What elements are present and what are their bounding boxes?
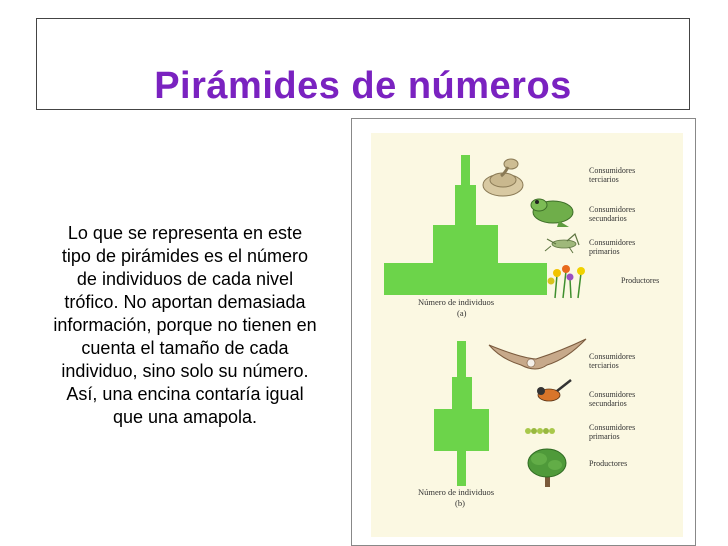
- body-line: individuo, sino solo su número.: [61, 361, 309, 381]
- body-line: Así, una encina contaría igual: [66, 384, 304, 404]
- pyramid-figure: [371, 133, 683, 537]
- slide-title: Pirámides de números: [154, 65, 572, 107]
- eagle-icon: [489, 339, 586, 369]
- pyramid-a-level-secondary: [455, 185, 476, 225]
- pyramid-b-label-2-line-1: primarios: [589, 432, 620, 441]
- body-text: [28, 222, 342, 429]
- pyramid-a-label-0-line-0: Consumidores: [589, 166, 636, 175]
- pyramid-a-label-1-line-0: Consumidores: [589, 205, 636, 214]
- body-line: tipo de pirámides es el número: [61, 246, 309, 266]
- caterpillar-icon: [525, 428, 555, 434]
- body-line: Lo que se representa en este: [67, 223, 303, 243]
- pyramid-b-level-secondary: [452, 377, 472, 409]
- pyramid-b-level-primary: [434, 409, 489, 451]
- pyramid-b-caption: (b): [455, 498, 465, 508]
- pyramid-a-axis-label: Número de individuos: [418, 297, 495, 307]
- pyramid-a-label-2-line-0: Consumidores: [589, 238, 636, 247]
- pyramid-b-level-tertiary: [457, 341, 466, 377]
- pyramid-b-label-3-line-0: Productores: [589, 459, 628, 468]
- pyramid-a-label-3-line-0: Productores: [621, 276, 660, 285]
- pyramid-b-label-1-line-1: secundarios: [589, 399, 627, 408]
- pyramid-b-axis-label: Número de individuos: [418, 487, 495, 497]
- pyramid-b-label-2-line-0: Consumidores: [589, 423, 636, 432]
- pyramid-a-level-producers: [384, 263, 547, 295]
- pyramid-a: [384, 155, 659, 318]
- body-line: información, porque no tienen en: [53, 315, 317, 335]
- tree-icon: [528, 449, 566, 487]
- pyramid-a-label-1-line-1: secundarios: [589, 214, 627, 223]
- pyramid-b-level-producers: [457, 451, 466, 486]
- pyramid-b-label-1-line-0: Consumidores: [589, 390, 636, 399]
- title-box: [36, 18, 690, 110]
- snake-icon: [483, 159, 523, 196]
- pyramid-a-level-tertiary: [461, 155, 470, 185]
- pyramid-b-label-0-line-0: Consumidores: [589, 352, 636, 361]
- body-line: de individuos de cada nivel: [76, 269, 294, 289]
- pyramid-a-label-0-line-1: terciarios: [589, 175, 619, 184]
- grasshopper-icon: [545, 234, 579, 253]
- pyramid-b-label-0-line-1: terciarios: [589, 361, 619, 370]
- bird-icon: [537, 380, 571, 401]
- pyramid-a-label-2-line-1: primarios: [589, 247, 620, 256]
- pyramid-a-level-primary: [433, 225, 498, 263]
- flowers-icon: [548, 265, 586, 298]
- body-line: que una amapola.: [112, 407, 258, 427]
- body-line: trófico. No aportan demasiada: [64, 292, 306, 312]
- pyramid-b: [418, 339, 635, 508]
- pyramid-a-caption: (a): [457, 308, 467, 318]
- body-line: cuenta el tamaño de cada: [81, 338, 289, 358]
- frog-icon: [531, 199, 573, 227]
